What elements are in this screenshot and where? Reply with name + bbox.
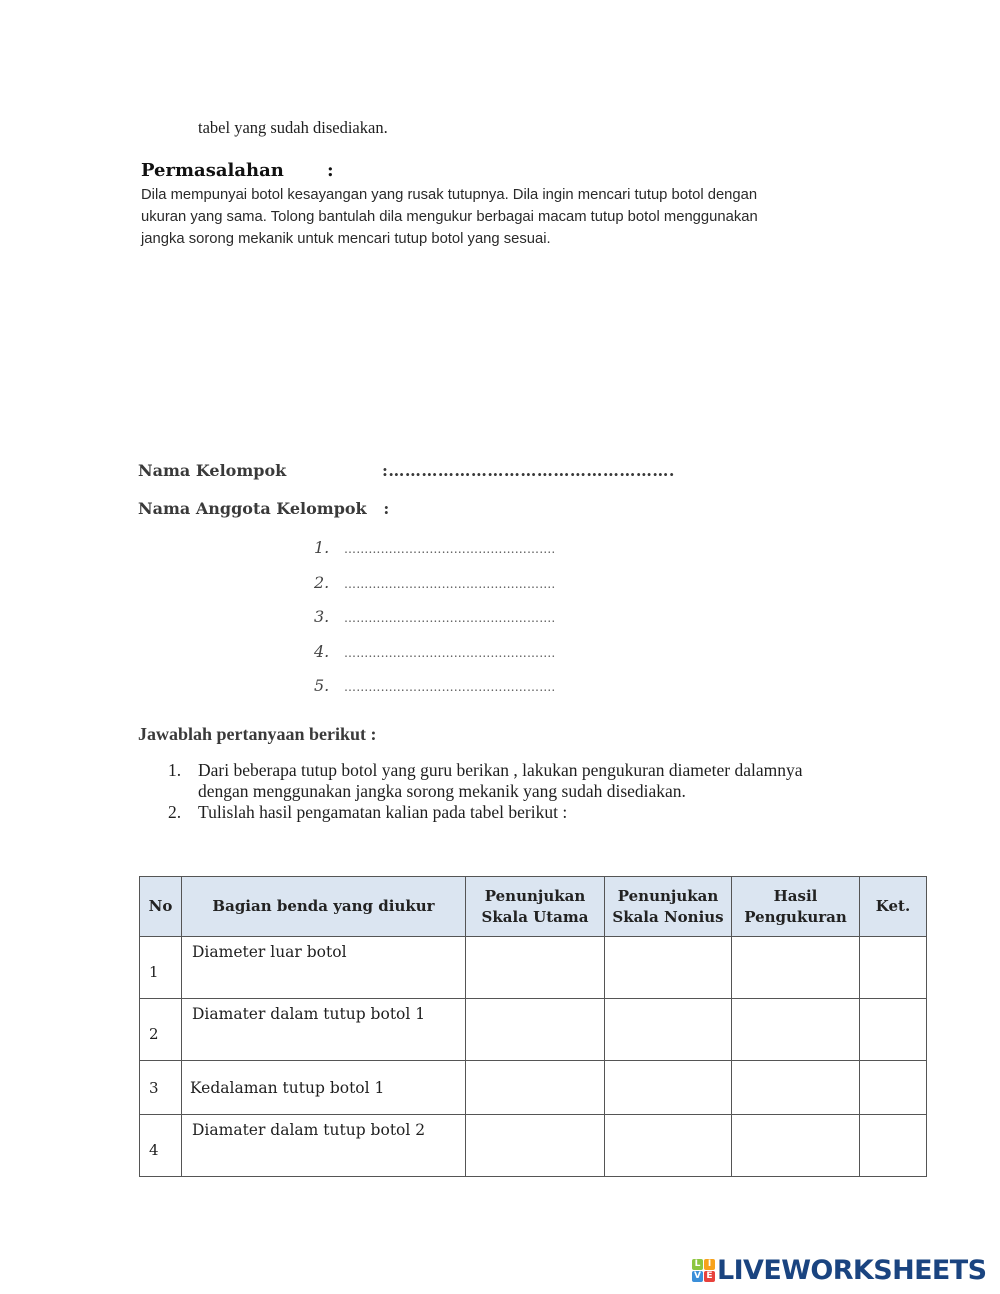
member-number: 5. bbox=[314, 676, 330, 695]
table-row bbox=[140, 1115, 927, 1177]
main-scale-input[interactable] bbox=[466, 1061, 605, 1115]
member-number: 4. bbox=[314, 642, 330, 661]
table-row bbox=[140, 937, 927, 999]
note-input[interactable] bbox=[860, 1061, 927, 1115]
result-input[interactable] bbox=[732, 999, 860, 1061]
problem-title-colon: : bbox=[327, 160, 334, 181]
result-input[interactable] bbox=[732, 1115, 860, 1177]
main-scale-input[interactable] bbox=[466, 999, 605, 1061]
member-number: 2. bbox=[314, 573, 330, 592]
questions-title: Jawablah pertanyaan berikut : bbox=[138, 724, 377, 744]
main-scale-input[interactable] bbox=[466, 1115, 605, 1177]
note-input[interactable] bbox=[860, 999, 927, 1061]
liveworksheets-logo bbox=[692, 1255, 986, 1286]
row-part: Diameter luar botol bbox=[182, 937, 466, 999]
member-line-4[interactable] bbox=[314, 642, 555, 661]
row-part: Diamater dalam tutup botol 2 bbox=[182, 1115, 466, 1177]
result-input[interactable] bbox=[732, 1061, 860, 1115]
header-main-scale: Penunjukan Skala Utama bbox=[466, 877, 605, 937]
member-field[interactable]: ……………………………………………. bbox=[344, 542, 556, 556]
problem-text: Dila mempunyai botol kesayangan yang rusak tutupnya. Dila ingin mencari tutup botol dengan ukuran yang sama. Tolong bantulah dila mengukur berbagai macam tutup botol menggunakan jangka sorong mekanik untuk mencari tutup botol yang sesuai. bbox=[141, 187, 758, 247]
intro-continuation-line: tabel yang sudah disediakan. bbox=[198, 118, 388, 137]
member-line-2[interactable] bbox=[314, 573, 555, 592]
member-field[interactable]: ……………………………………………. bbox=[344, 611, 556, 625]
question-item-1 bbox=[168, 760, 808, 802]
question-item-2 bbox=[168, 802, 808, 823]
question-number: 1. bbox=[168, 760, 182, 780]
logo-block-l: L bbox=[692, 1259, 703, 1270]
note-input[interactable] bbox=[860, 1115, 927, 1177]
member-number: 3. bbox=[314, 607, 330, 626]
problem-title bbox=[141, 160, 334, 181]
question-text: Dari beberapa tutup botol yang guru berikan , lakukan pengukuran diameter dalamnya dengan menggunakan jangka sorong mekanik yang sudah disediakan. bbox=[198, 760, 803, 801]
member-line-5[interactable] bbox=[314, 676, 555, 695]
question-number: 2. bbox=[168, 802, 182, 822]
measurement-table bbox=[139, 876, 927, 1177]
group-name-field[interactable]: :……………………………………………. bbox=[382, 461, 675, 480]
logo-block-e: E bbox=[704, 1271, 715, 1282]
row-no: 1 bbox=[140, 937, 182, 999]
row-part: Diamater dalam tutup botol 1 bbox=[182, 999, 466, 1061]
vernier-scale-input[interactable] bbox=[605, 1115, 732, 1177]
header-result: Hasil Pengukuran bbox=[732, 877, 860, 937]
header-part: Bagian benda yang diukur bbox=[182, 877, 466, 937]
vernier-scale-input[interactable] bbox=[605, 1061, 732, 1115]
member-number: 1. bbox=[314, 538, 330, 557]
live-blocks-icon bbox=[692, 1259, 715, 1282]
questions-list bbox=[168, 760, 808, 823]
vernier-scale-input[interactable] bbox=[605, 999, 732, 1061]
logo-block-v: V bbox=[692, 1271, 703, 1282]
table-row bbox=[140, 1061, 927, 1115]
header-vernier-scale: Penunjukan Skala Nonius bbox=[605, 877, 732, 937]
main-scale-input[interactable] bbox=[466, 937, 605, 999]
header-note: Ket. bbox=[860, 877, 927, 937]
member-line-1[interactable] bbox=[314, 538, 555, 557]
row-part: Kedalaman tutup botol 1 bbox=[182, 1061, 466, 1115]
note-input[interactable] bbox=[860, 937, 927, 999]
row-no: 3 bbox=[140, 1061, 182, 1115]
row-no: 2 bbox=[140, 999, 182, 1061]
table-row bbox=[140, 999, 927, 1061]
group-name-label: Nama Kelompok bbox=[138, 461, 287, 480]
problem-title-text: Permasalahan bbox=[141, 160, 284, 181]
member-field[interactable]: ……………………………………………. bbox=[344, 646, 556, 660]
question-text: Tulislah hasil pengamatan kalian pada tabel berikut : bbox=[198, 802, 568, 822]
result-input[interactable] bbox=[732, 937, 860, 999]
group-members-label: Nama Anggota Kelompok : bbox=[138, 499, 390, 518]
vernier-scale-input[interactable] bbox=[605, 937, 732, 999]
member-field[interactable]: ……………………………………………. bbox=[344, 577, 556, 591]
table-header-row bbox=[140, 877, 927, 937]
member-field[interactable]: ……………………………………………. bbox=[344, 680, 556, 694]
member-line-3[interactable] bbox=[314, 607, 555, 626]
logo-wordmark: LIVEWORKSHEETS bbox=[717, 1255, 987, 1286]
logo-block-i: I bbox=[704, 1259, 715, 1270]
header-no: No bbox=[140, 877, 182, 937]
row-no: 4 bbox=[140, 1115, 182, 1177]
